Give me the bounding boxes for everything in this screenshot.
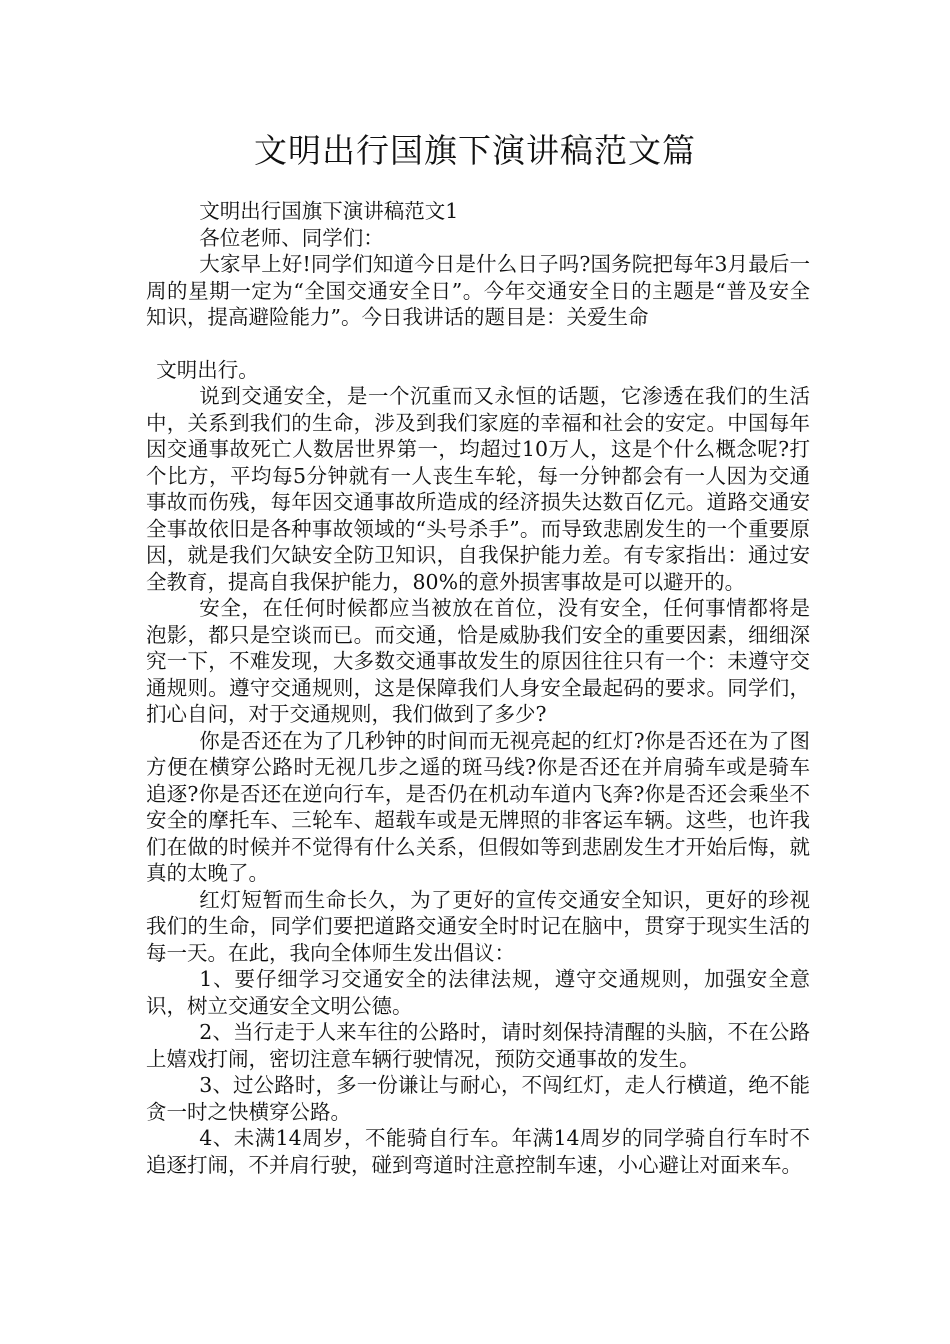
paragraph-safety-first: 安全，在任何时候都应当被放在首位，没有安全，任何事情都将是泡影，都只是空谈而已。而交通，恰是威胁我们安全的重要因素，细细深究一下，不难发现，大多数交通事故发生的原因往往只有一个：未遵守交通规则。遵守交通规则，这是保障我们人身安全最起码的要求。同学们，扪心自问，对于交通规则，我们做到了多少? (146, 596, 810, 726)
paragraph-questions: 你是否还在为了几秒钟的时间而无视亮起的红灯?你是否还在为了图方便在横穿公路时无视几步之遥的斑马线?你是否还在并肩骑车或是骑车追逐?你是否还在逆向行车，是否仍在机动车道内飞奔?你是否还会乘坐不安全的摩托车、三轮车、超载车或是无牌照的非客运车辆。这些，也许我们在做的时候并不觉得有什么关系，但假如等到悲剧发生才开始后悔，就真的太晚了。 (146, 728, 810, 885)
document-body (146, 198, 810, 1178)
paragraph-topic-end: 文明出行。 (156, 357, 259, 382)
document-title: 文明出行国旗下演讲稿范文篇 (254, 131, 696, 170)
speech-heading: 文明出行国旗下演讲稿范文1 (199, 199, 459, 223)
salutation: 各位老师、同学们： (199, 225, 384, 250)
paragraph-traffic-safety: 说到交通安全，是一个沉重而又永恒的话题，它渗透在我们的生活中，关系到我们的生命，涉及到我们家庭的幸福和社会的安定。中国每年因交通事故死亡人数居世界第一，均超过10万人，这是个什么概念呢?打个比方，平均每5分钟就有一人丧生车轮，每一分钟都会有一人因为交通事故而伤残，每年因交通事故所造成的经济损失达数百亿元。道路交通安全事故依旧是各种事故领域的“头号杀手”。而导致悲剧发生的一个重要原因，就是我们欠缺安全防卫知识，自我保护能力差。有专家指出：通过安全教育，提高自我保护能力，80%的意外损害事故是可以避开的。 (146, 384, 810, 594)
paragraph-intro: 大家早上好!同学们知道今日是什么日子吗?国务院把每年3月最后一周的星期一定为“全国交通安全日”。今年交通安全日的主题是“普及安全知识，提高避险能力”。今日我讲话的题目是：关爱生命 (146, 252, 810, 329)
paragraph-proposal: 红灯短暂而生命长久，为了更好的宣传交通安全知识，更好的珍视我们的生命，同学们要把道路交通安全时时记在脑中，贯穿于现实生活的每一天。在此，我向全体师生发出倡议： (146, 887, 810, 965)
proposal-item-2: 2、当行走于人来车往的公路时，请时刻保持清醒的头脑，不在公路上嬉戏打闹，密切注意车辆行驶情况，预防交通事故的发生。 (146, 1020, 810, 1071)
proposal-item-4: 4、未满14周岁，不能骑自行车。年满14周岁的同学骑自行车时不追逐打闹，不并肩行驶，碰到弯道时注意控制车速，小心避让对面来车。 (146, 1126, 810, 1177)
proposal-item-3: 3、过公路时，多一份谦让与耐心，不闯红灯，走人行横道，绝不能贪一时之快横穿公路。 (146, 1073, 810, 1124)
proposal-item-1: 1、要仔细学习交通安全的法律法规，遵守交通规则，加强安全意识，树立交通安全文明公德。 (146, 967, 810, 1018)
